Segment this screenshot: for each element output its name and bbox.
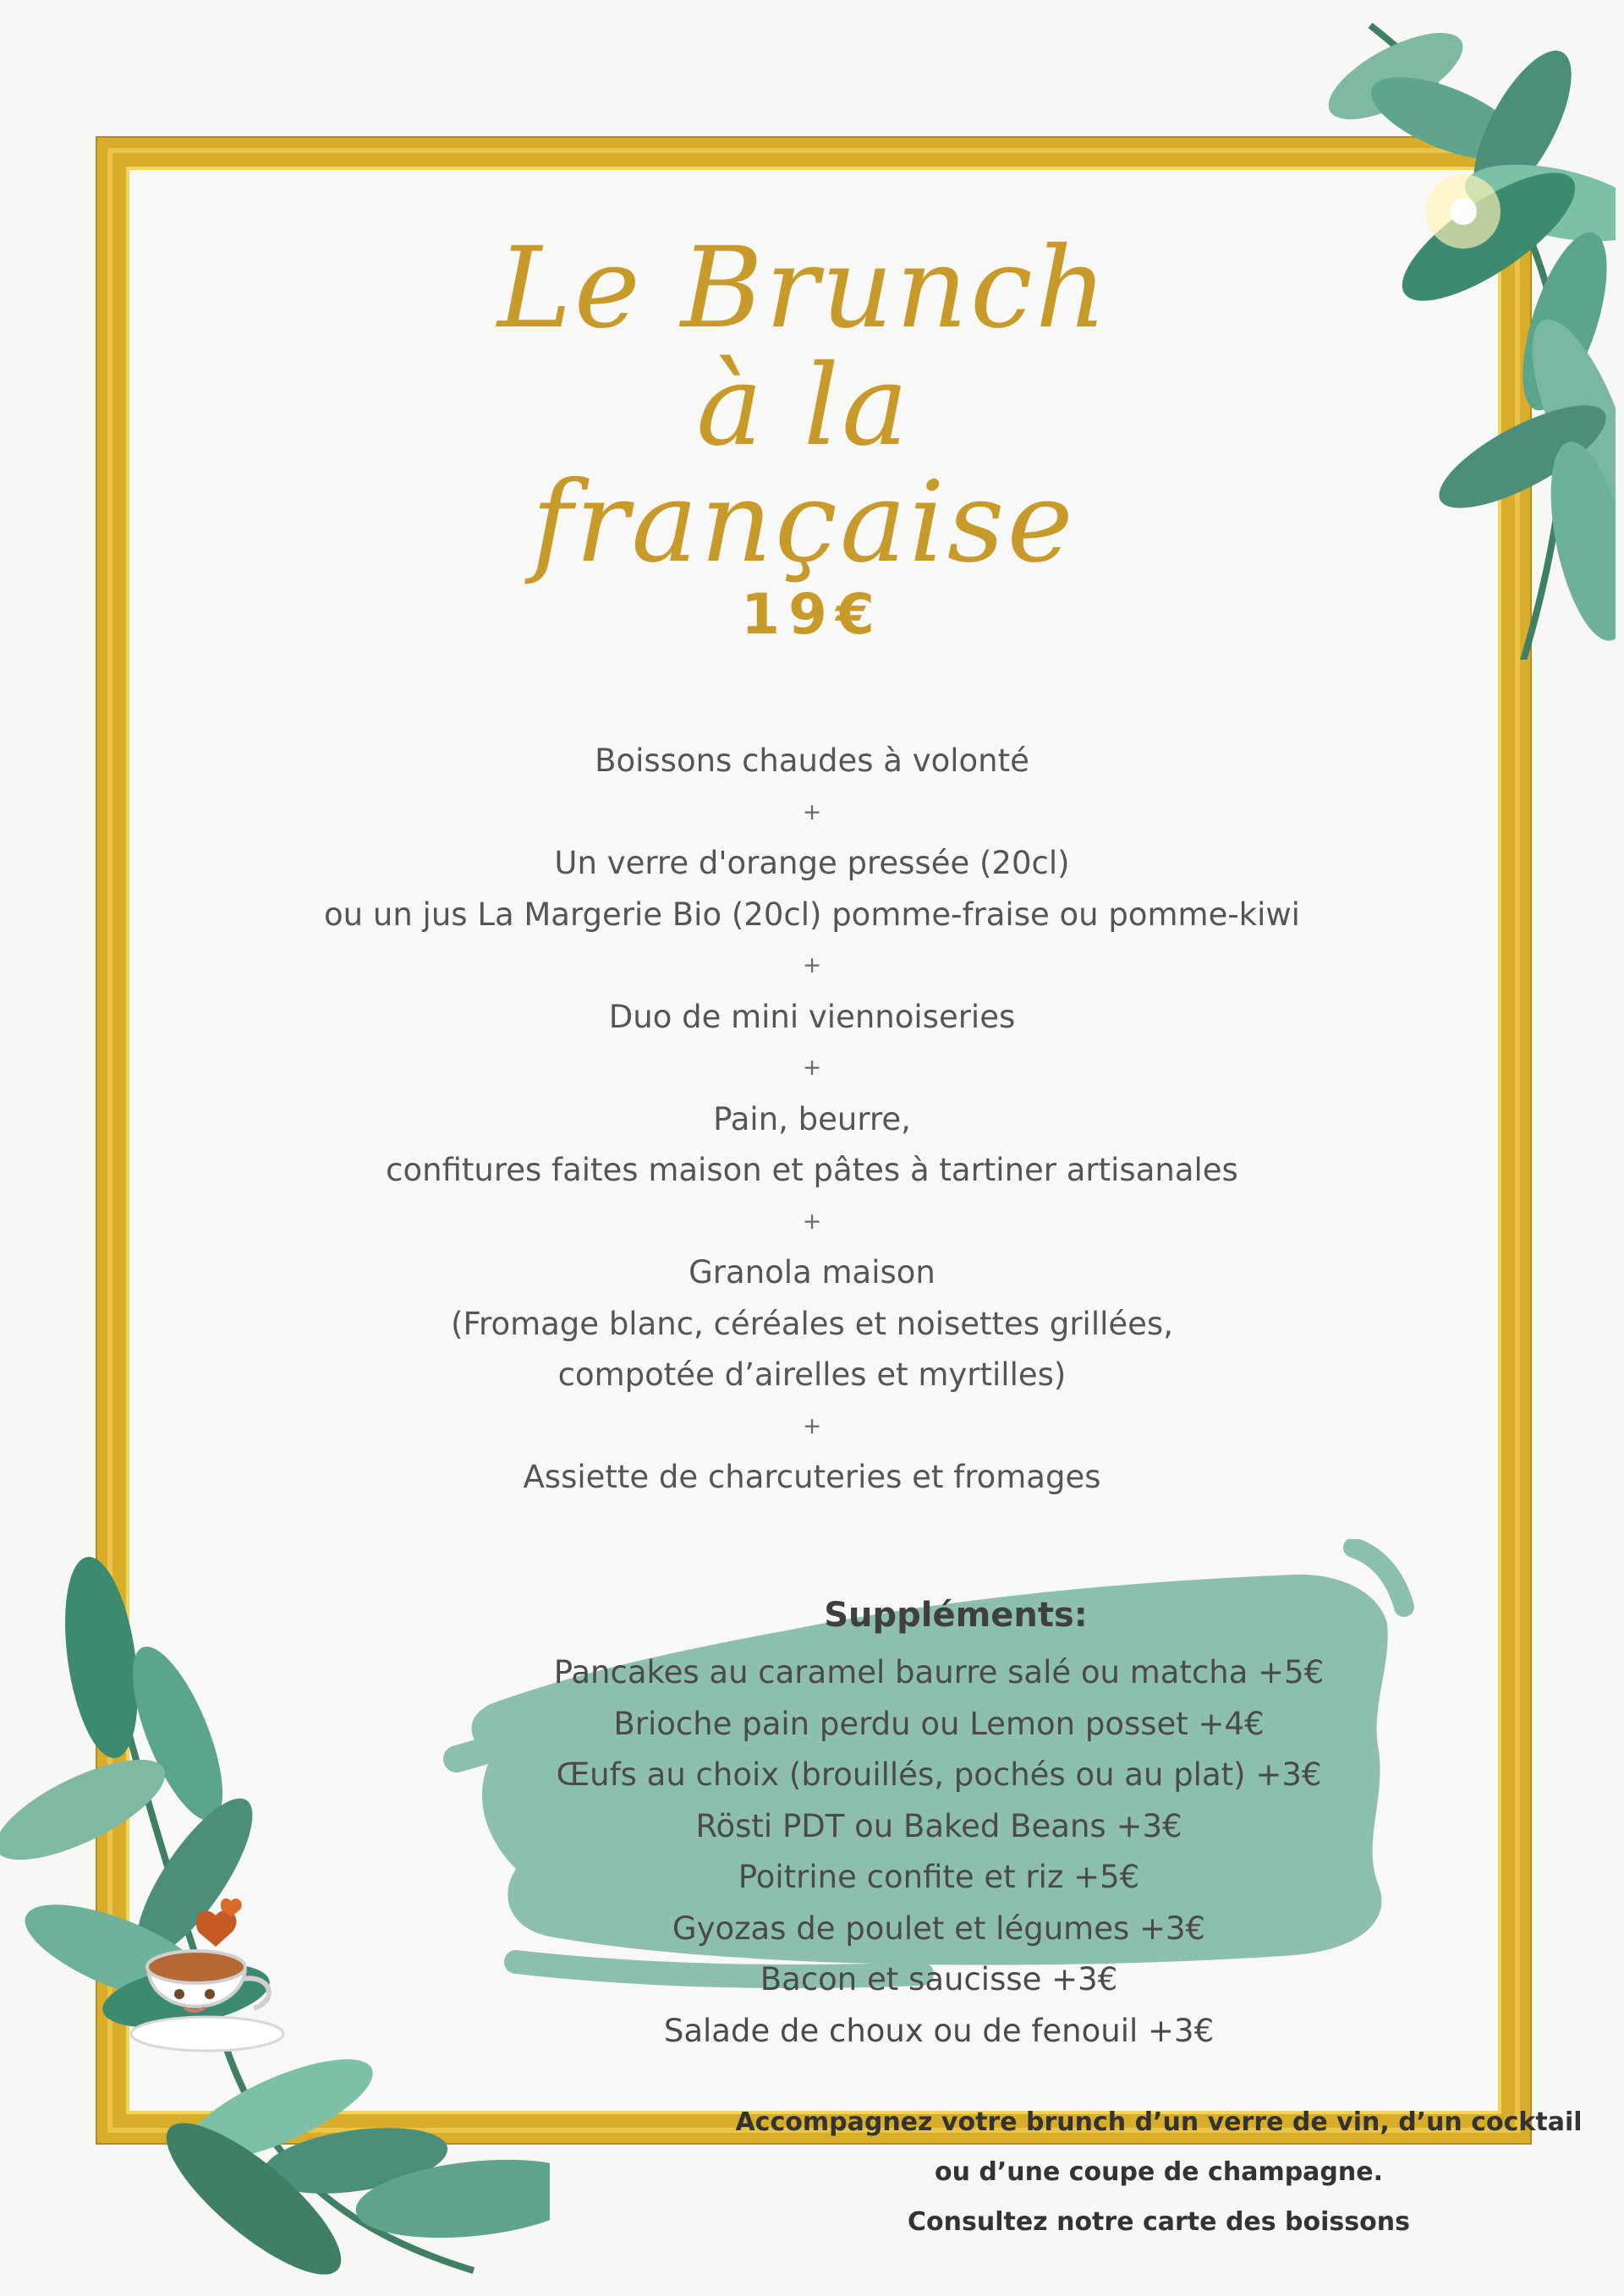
- footer-note: [702, 2097, 1616, 2247]
- footer-line-3: Consultez notre carte des boissons: [908, 2207, 1410, 2237]
- menu-plus: +: [802, 1208, 822, 1235]
- menu-line: Granola maison: [689, 1254, 935, 1290]
- menu-line: Duo de mini viennoiseries: [608, 998, 1016, 1035]
- supplement-item: Salade de choux ou de fenouil +3€: [663, 2012, 1215, 2049]
- menu-line: Assiette de charcuteries et fromages: [523, 1459, 1101, 1495]
- menu-line: ou un jus La Margerie Bio (20cl) pomme-fraise ou pomme-kiwi: [324, 896, 1300, 933]
- menu-line: compotée d’airelles et myrtilles): [557, 1356, 1067, 1393]
- supplement-item: Rösti PDT ou Baked Beans +3€: [695, 1807, 1182, 1844]
- menu-line: Pain, beurre,: [713, 1100, 911, 1137]
- menu-plus: +: [802, 1412, 822, 1439]
- tea-cup-icon: [110, 1877, 296, 2063]
- supplement-item: Gyozas de poulet et légumes +3€: [672, 1910, 1206, 1947]
- supplements-list: [516, 1647, 1362, 2057]
- footer-line-1: Accompagnez votre brunch d’un verre de vin, d’un cocktail: [735, 2107, 1583, 2137]
- tea-cup-illustration: [131, 1899, 283, 2051]
- menu-plus: +: [802, 798, 822, 825]
- menu-line: Un verre d'orange pressée (20cl): [554, 845, 1070, 881]
- menu-plus: +: [802, 952, 822, 978]
- menu-line: (Fromage blanc, céréales et noisettes grillées,: [451, 1305, 1173, 1342]
- title-line-1: Le Brunch: [497, 223, 1110, 353]
- menu-line: confitures faites maison et pâtes à tartiner artisanales: [386, 1152, 1238, 1188]
- price-label: 19€: [741, 582, 883, 647]
- supplement-item: Poitrine confite et riz +5€: [738, 1859, 1140, 1895]
- supplement-item: Œufs au choix (brouillés, pochés ou au plat) +3€: [556, 1756, 1322, 1793]
- supplement-item: Bacon et saucisse +3€: [760, 1961, 1118, 1997]
- menu-list: [220, 736, 1404, 1504]
- supplements-title: Suppléments:: [824, 1596, 1088, 1635]
- leaf-branch-icon: [973, 17, 1616, 660]
- leaf-branch-top-right: [1316, 17, 1616, 660]
- supplement-item: Pancakes au caramel baurre salé ou matcha +5€: [553, 1654, 1325, 1690]
- supplement-item: Brioche pain perdu ou Lemon posset +4€: [613, 1705, 1265, 1742]
- title-line-2: à la française: [531, 340, 1076, 589]
- menu-line: Boissons chaudes à volonté: [595, 743, 1029, 779]
- footer-line-2: ou d’une coupe de champagne.: [934, 2157, 1383, 2187]
- menu-plus: +: [802, 1055, 822, 1081]
